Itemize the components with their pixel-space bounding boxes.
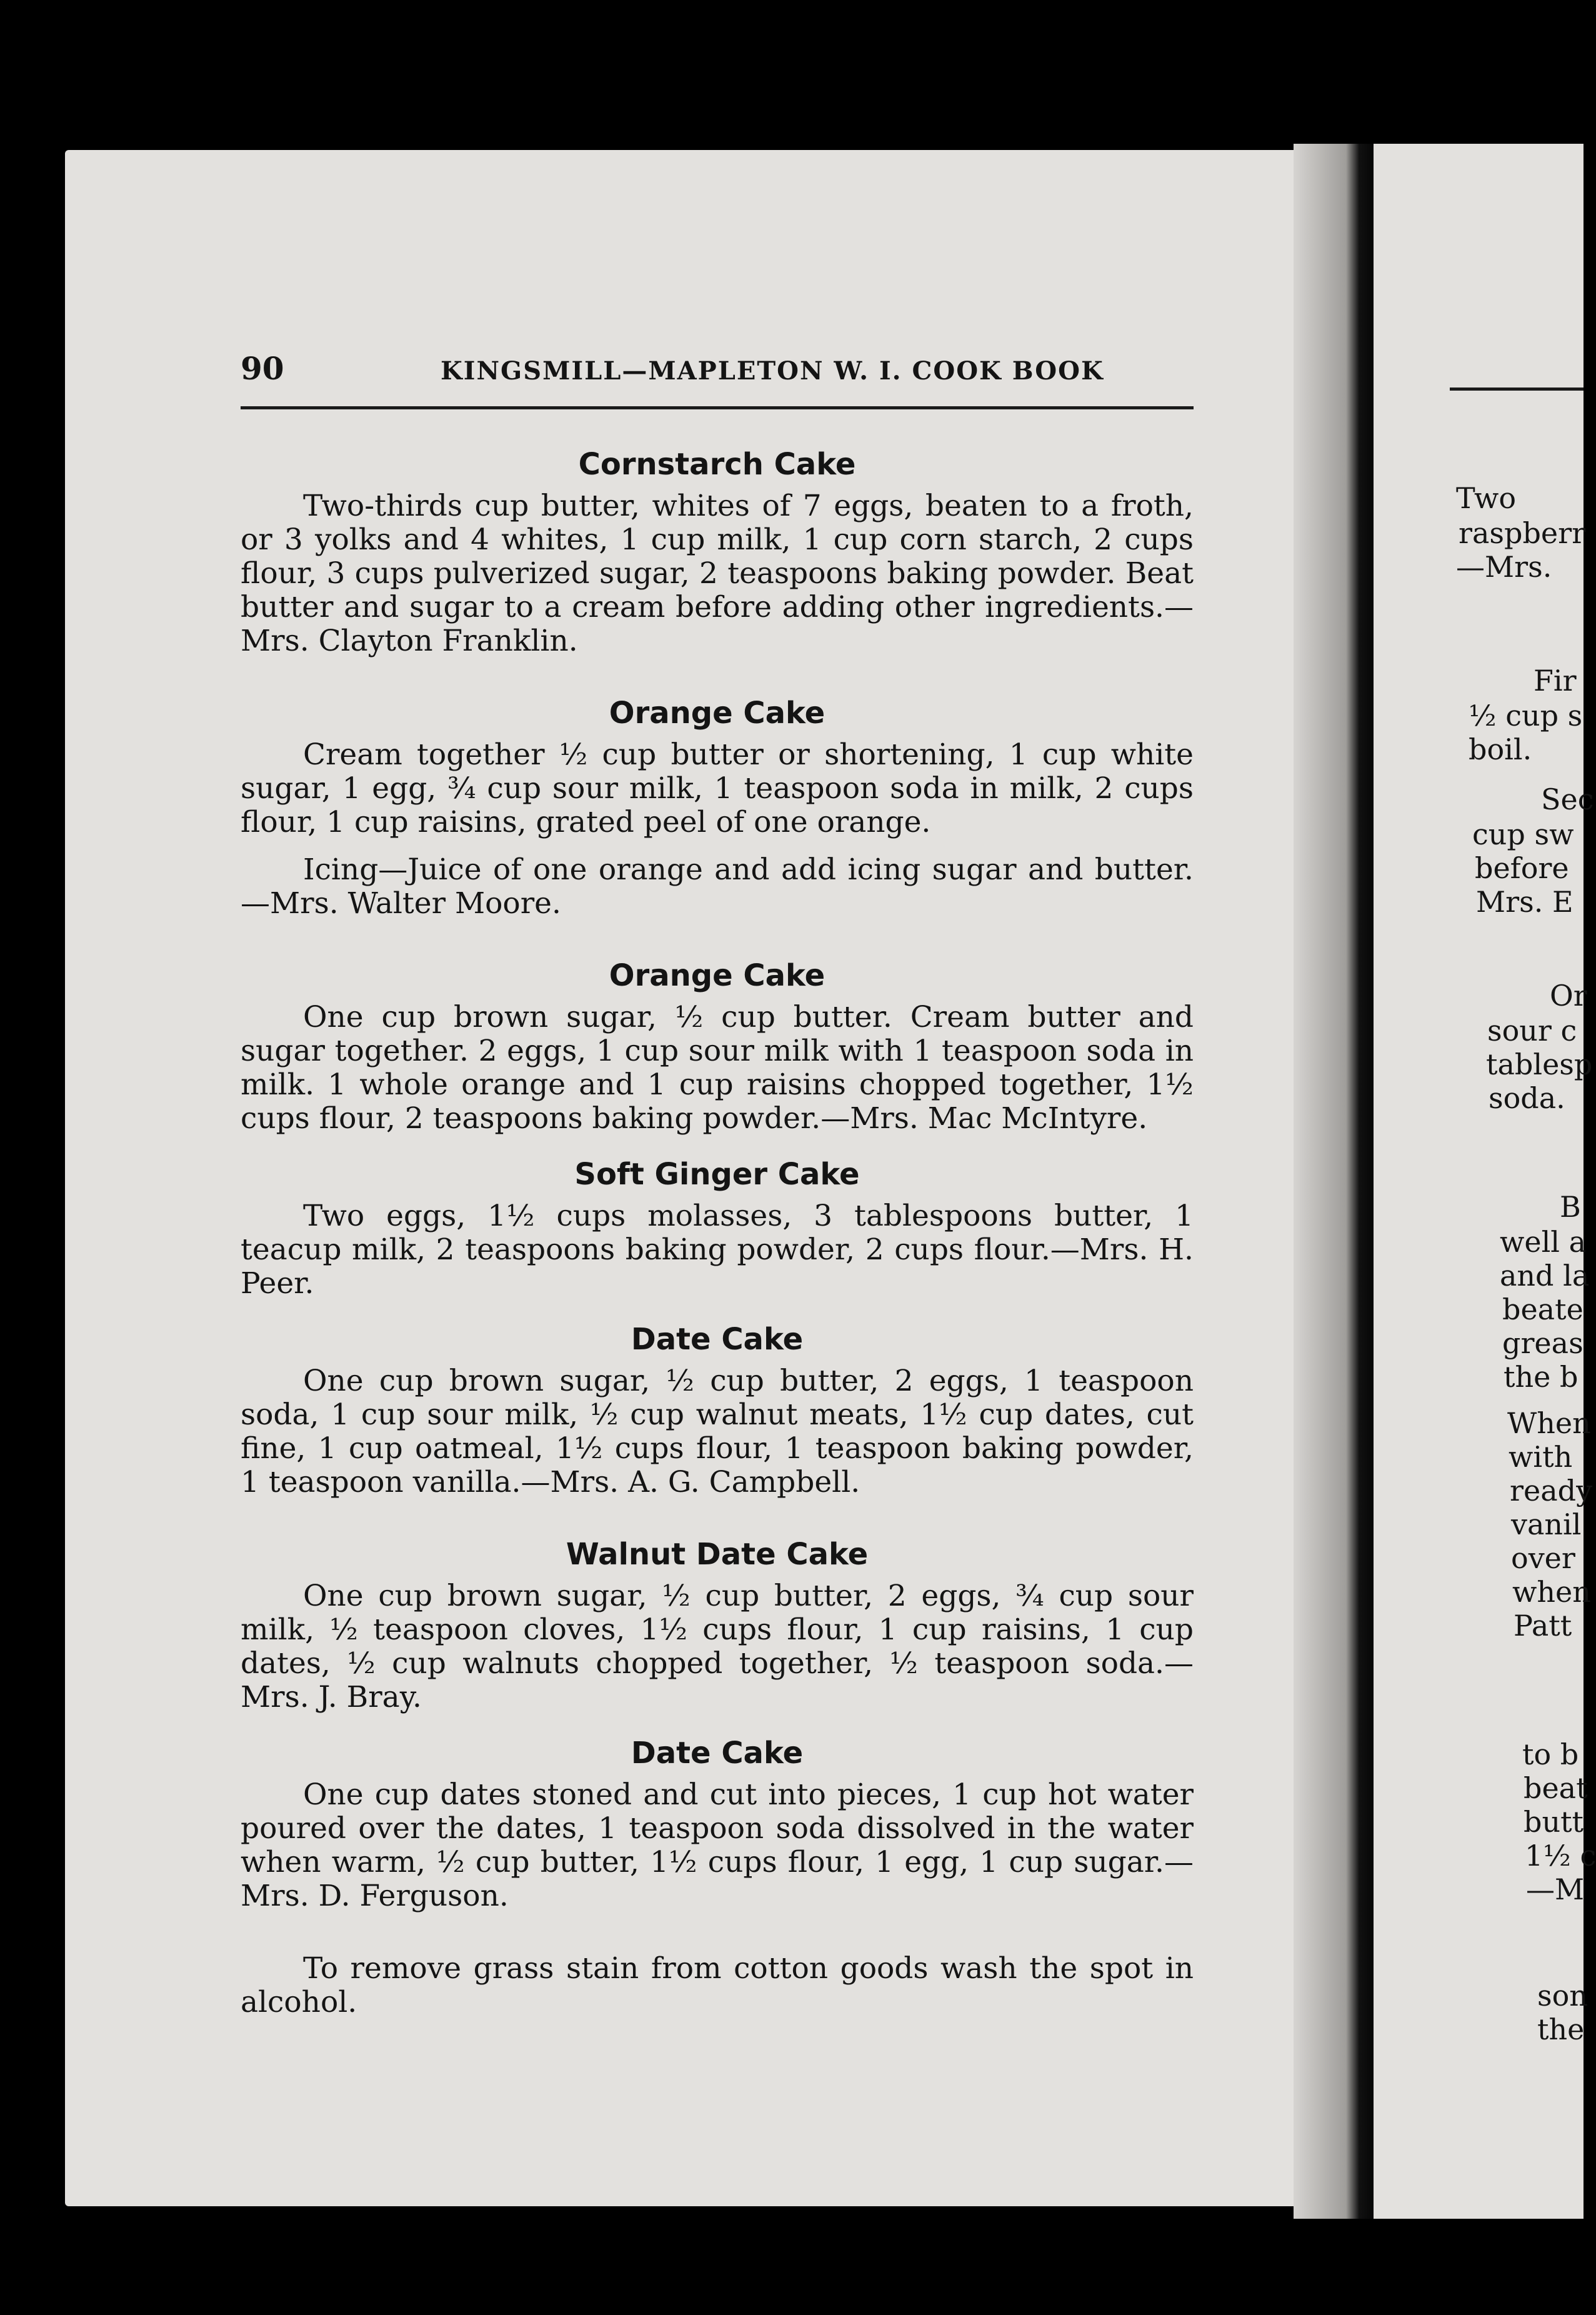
- right-page-fragment: ½ cup s: [1469, 699, 1583, 732]
- right-page-fragment: cup sw: [1472, 818, 1574, 851]
- recipe-text: Icing—Juice of one orange and add icing sugar and butter.—Mrs. Walter Moore.: [241, 852, 1194, 921]
- page-content: [241, 350, 1194, 2019]
- recipe-text: Two eggs, 1½ cups molasses, 3 tablespoons butter, 1 teacup milk, 2 teaspoons baking powder, 2 cups flour.—Mrs. H. Peer.: [241, 1199, 1194, 1301]
- right-page-fragment: Fir: [1534, 664, 1577, 698]
- right-page-fragment: greas: [1502, 1326, 1584, 1360]
- recipe-text: One cup brown sugar, ½ cup butter, 2 eggs, ¾ cup sour milk, ½ teaspoon cloves, 1½ cups flour, 1 cup raisins, 1 cup dates, ½ cup walnuts chopped together, ½ teaspoon soda.—Mrs. J. Bray.: [241, 1579, 1194, 1714]
- recipe-text: Cream together ½ cup butter or shortening, 1 cup white sugar, 1 egg, ¾ cup sour milk, 1 teaspoon soda in milk, 2 cups flour, 1 cup raisins, grated peel of one orange.: [241, 738, 1194, 839]
- recipe: [241, 1537, 1194, 1714]
- recipe-title: Date Cake: [631, 1322, 804, 1357]
- right-page-fragment: When: [1507, 1406, 1591, 1440]
- right-page-fragment: son: [1537, 1979, 1588, 2012]
- right-page-fragment: Sec: [1541, 782, 1594, 816]
- recipe-text: One cup brown sugar, ½ cup butter. Cream butter and sugar together. 2 eggs, 1 cup sour milk with 1 teaspoon soda in milk. 1 whole orange and 1 cup raisins chopped together, 1½ cups flour, 2 teaspoons baking powder.—Mrs. Mac McIntyre.: [241, 1000, 1194, 1136]
- right-page-fragment: beate: [1502, 1292, 1584, 1326]
- right-page-fragment: Two: [1456, 481, 1517, 515]
- right-page-fragment: when: [1512, 1575, 1591, 1609]
- right-page-fragment: Or: [1550, 979, 1587, 1012]
- right-page-fragment: to b: [1522, 1738, 1579, 1771]
- recipe-title: Date Cake: [631, 1736, 804, 1771]
- right-page-fragment: butt: [1524, 1805, 1584, 1839]
- right-page-fragment: 1½ c: [1525, 1839, 1596, 1872]
- recipe-title: Orange Cake: [609, 958, 825, 993]
- recipe: [241, 1157, 1194, 1301]
- recipe: [241, 696, 1194, 921]
- right-page: [1374, 144, 1587, 2219]
- right-page-fragment: the b: [1504, 1360, 1579, 1394]
- right-page-fragment: Mrs. E: [1476, 885, 1574, 919]
- running-title: KINGSMILL—MAPLETON W. I. COOK BOOK: [441, 356, 1104, 386]
- right-page-fragment: sour c: [1487, 1014, 1577, 1048]
- recipe-title: Orange Cake: [609, 696, 825, 731]
- recipe: [241, 447, 1194, 658]
- right-page-fragment: tablesp: [1486, 1048, 1593, 1081]
- right-page-fragment: soda.: [1489, 1081, 1565, 1115]
- recipe: [241, 1736, 1194, 1913]
- right-page-fragment: B: [1560, 1190, 1581, 1224]
- right-page-fragment: —Mrs.: [1456, 550, 1552, 584]
- recipe-title: Walnut Date Cake: [566, 1537, 869, 1572]
- right-page-fragment: well a: [1500, 1225, 1587, 1259]
- recipe-text: One cup brown sugar, ½ cup butter, 2 eggs, 1 teaspoon soda, 1 cup sour milk, ½ cup walnut meats, 1½ cup dates, cut fine, 1 cup oatmeal, 1½ cups flour, 1 teaspoon baking powder, 1 teaspoon vanilla.—Mrs. A. G. Campbell.: [241, 1364, 1194, 1499]
- right-page-header-rule: [1450, 388, 1584, 391]
- right-page-fragment: ready: [1510, 1474, 1593, 1508]
- right-page-fragment: and la: [1500, 1259, 1590, 1292]
- book-gutter: [1294, 144, 1381, 2219]
- right-page-fragment: —M: [1526, 1872, 1585, 1906]
- right-page-fragment: vanil: [1511, 1508, 1582, 1541]
- right-page-fragment: Patt: [1514, 1609, 1572, 1642]
- right-page-fragment: beat: [1524, 1771, 1588, 1805]
- household-tip: To remove grass stain from cotton goods wash the spot in alcohol.: [241, 1951, 1194, 2019]
- right-page-fragment: before: [1475, 851, 1569, 885]
- right-page-fragment: over: [1511, 1541, 1575, 1575]
- recipe-text: One cup dates stoned and cut into pieces, 1 cup hot water poured over the dates, 1 teaspoon soda dissolved in the water when warm, ½ cup butter, 1½ cups flour, 1 egg, 1 cup sugar.—Mrs. D. Ferguson.: [241, 1778, 1194, 1913]
- recipe-title: Soft Ginger Cake: [574, 1157, 860, 1192]
- recipe: [241, 1322, 1194, 1499]
- right-page-fragment: raspberr: [1459, 516, 1586, 550]
- page-number: 90: [241, 350, 284, 387]
- recipe: [241, 958, 1194, 1136]
- recipe-title: Cornstarch Cake: [578, 447, 856, 482]
- right-page-fragment: with: [1509, 1440, 1573, 1474]
- page-header: [241, 350, 1194, 409]
- right-page-fragment: boil.: [1469, 732, 1532, 766]
- recipe-text: Two-thirds cup butter, whites of 7 eggs, beaten to a froth, or 3 yolks and 4 whites, 1 cup milk, 1 cup corn starch, 2 cups flour, 3 cups pulverized sugar, 2 teaspoons baking powder. Beat butter and sugar to a cream before adding other ingredients.—Mrs. Clayton Franklin.: [241, 489, 1194, 658]
- right-page-fragment: the: [1537, 2012, 1585, 2046]
